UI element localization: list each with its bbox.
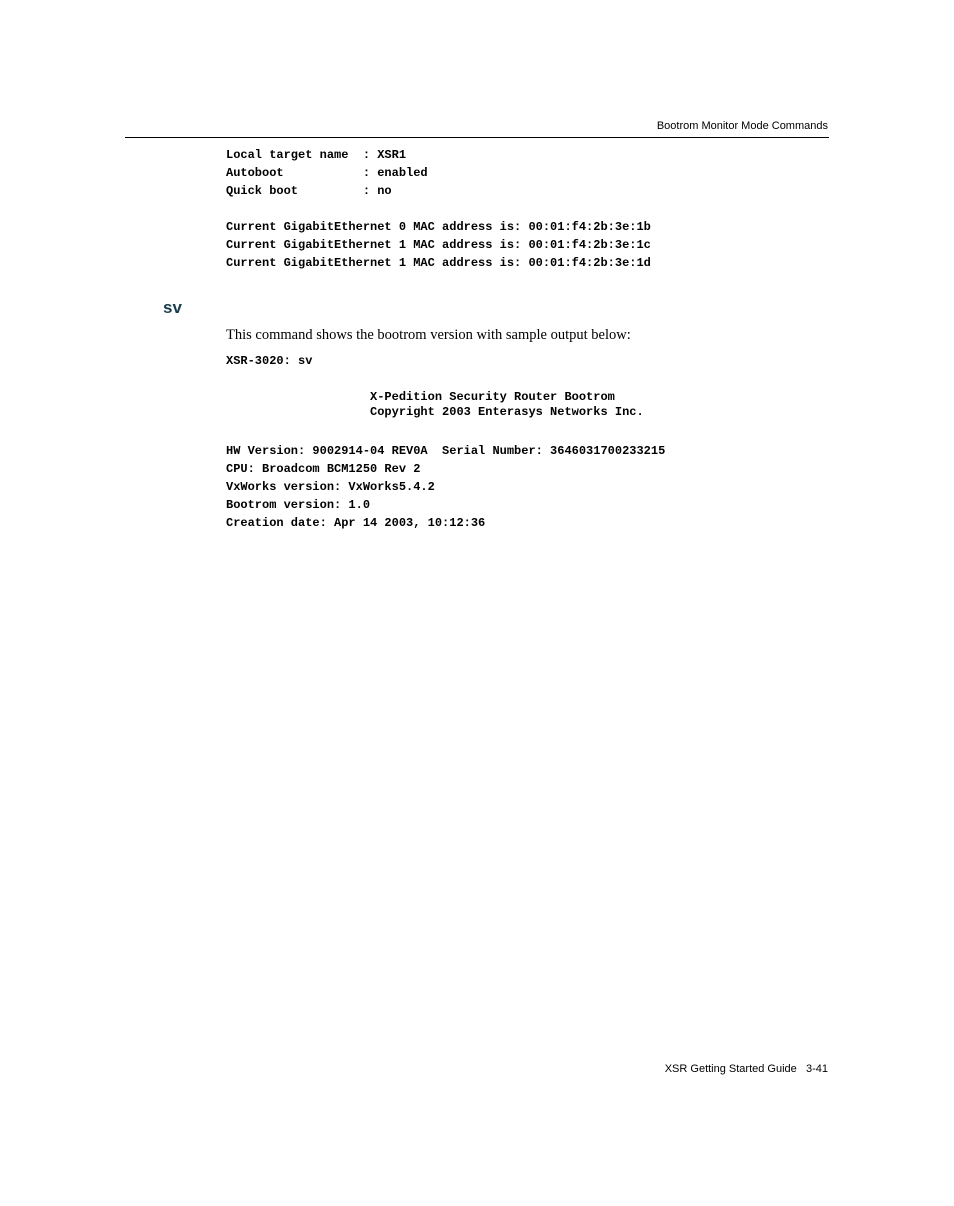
code-line: VxWorks version: VxWorks5.4.2 (226, 480, 435, 494)
code-line: Copyright 2003 Enterasys Networks Inc. (226, 405, 644, 419)
code-line: Quick boot : no (226, 184, 392, 198)
running-header: Bootrom Monitor Mode Commands (656, 120, 828, 132)
header-rule (125, 137, 829, 138)
code-line (226, 200, 651, 218)
code-line (226, 424, 665, 442)
code-line: X-Pedition Security Router Bootrom (226, 390, 615, 404)
page-number: 3-41 (805, 1063, 828, 1075)
code-line: Current GigabitEthernet 1 MAC address is: 00:01:f4:2b:3e:1c (226, 238, 651, 252)
section-heading: sv (163, 298, 182, 317)
code-line: XSR-3020: sv (226, 354, 313, 368)
version-output (226, 388, 665, 532)
guide-title: XSR Getting Started Guide (664, 1063, 797, 1075)
code-line: Bootrom version: 1.0 (226, 498, 371, 512)
code-line: Local target name : XSR1 (226, 148, 407, 162)
code-line: HW Version: 9002914-04 REV0A Serial Number: 3646031700233215 (226, 444, 666, 458)
code-line: Autoboot : enabled (226, 166, 428, 180)
code-line: Creation date: Apr 14 2003, 10:12:36 (226, 516, 486, 530)
section-description: This command shows the bootrom version with sample output below: (226, 327, 631, 343)
code-line: CPU: Broadcom BCM1250 Rev 2 (226, 462, 421, 476)
command-prompt (226, 352, 312, 370)
boot-config-output (226, 146, 651, 272)
code-line: Current GigabitEthernet 1 MAC address is: 00:01:f4:2b:3e:1d (226, 256, 651, 270)
code-line: Current GigabitEthernet 0 MAC address is: 00:01:f4:2b:3e:1b (226, 220, 651, 234)
running-footer (665, 1063, 828, 1075)
